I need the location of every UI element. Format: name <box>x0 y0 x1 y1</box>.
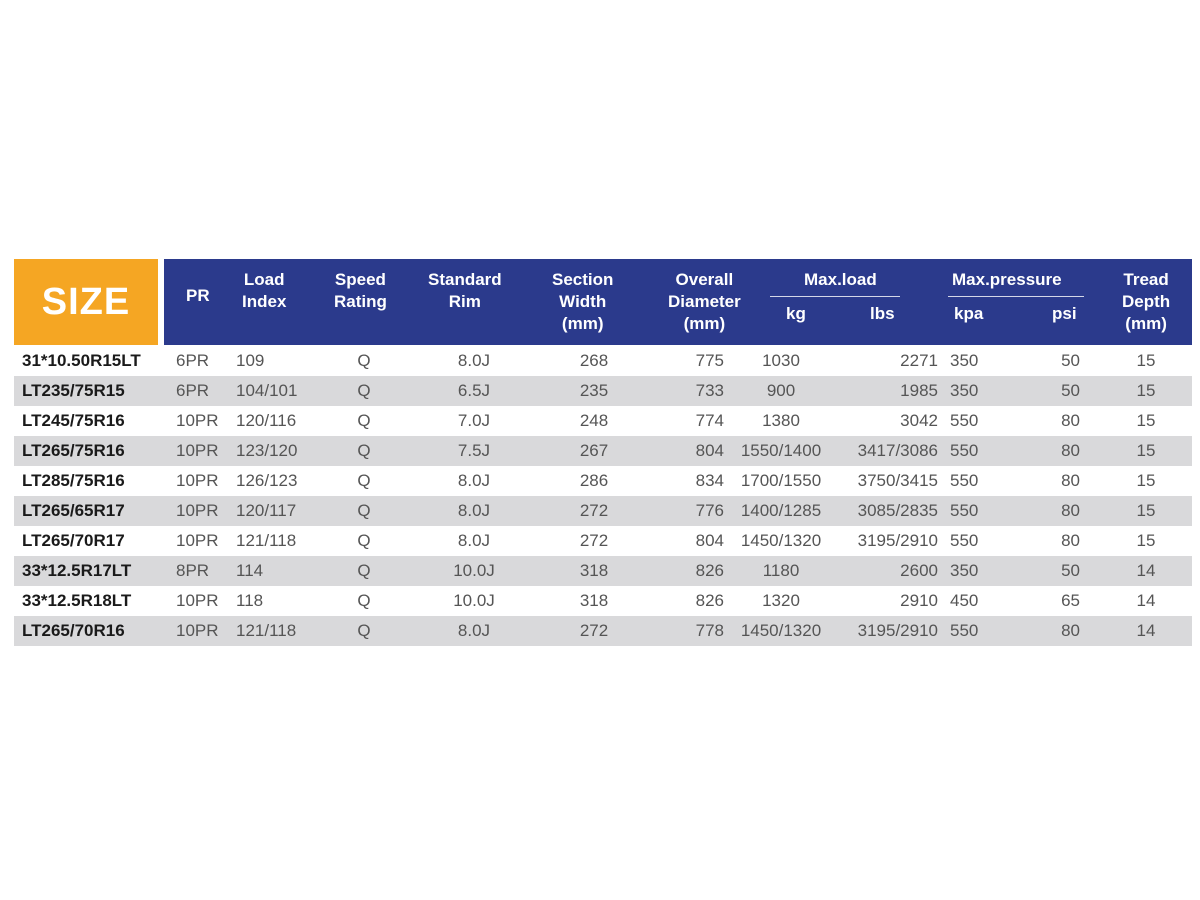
cell-standard-rim: 10.0J <box>453 561 495 580</box>
cell-size: LT265/70R17 <box>22 531 125 550</box>
cell-tread-depth: 14 <box>1136 621 1156 640</box>
header-lbs: lbs <box>870 304 895 323</box>
cell-standard-rim: 6.5J <box>457 381 491 400</box>
cell-overall-diameter: 826 <box>695 591 724 610</box>
cell-max-pressure-psi: 50 <box>1061 381 1080 400</box>
cell-section-width: 235 <box>579 381 609 400</box>
size-header-label: SIZE <box>41 280 131 323</box>
cell-standard-rim: 10.0J <box>453 591 495 610</box>
cell-max-pressure-psi: 50 <box>1061 351 1080 370</box>
cell-section-width: 272 <box>579 531 609 550</box>
cell-size: LT285/75R16 <box>22 471 125 490</box>
cell-tread-depth: 15 <box>1136 351 1156 370</box>
cell-max-pressure-psi: 80 <box>1061 441 1080 460</box>
cell-max-load-lbs: 3042 <box>900 411 938 430</box>
cell-overall-diameter: 834 <box>695 471 724 490</box>
cell-tread-depth: 15 <box>1136 471 1156 490</box>
size-header-cell <box>14 259 158 345</box>
cell-section-width: 318 <box>579 591 609 610</box>
cell-section-width: 267 <box>579 441 609 460</box>
cell-overall-diameter: 804 <box>695 441 724 460</box>
cell-load-index: 121/118 <box>236 531 297 550</box>
cell-overall-diameter: 826 <box>695 561 724 580</box>
header-pr: PR <box>186 286 210 305</box>
cell-max-load-kg: 1320 <box>762 591 800 610</box>
cell-speed-rating: Q <box>357 471 371 490</box>
header-overall-diameter <box>668 269 741 335</box>
cell-max-load-lbs: 2600 <box>900 561 938 580</box>
cell-load-index: 104/101 <box>236 381 298 400</box>
cell-tread-depth: 15 <box>1136 501 1156 520</box>
cell-section-width: 248 <box>579 411 609 430</box>
cell-max-load-lbs: 3750/3415 <box>857 471 938 490</box>
max-pressure-divider <box>948 296 1084 297</box>
cell-max-pressure-kpa: 350 <box>950 381 979 400</box>
cell-overall-diameter: 774 <box>695 411 724 430</box>
cell-pr: 6PR <box>176 381 210 400</box>
cell-size: LT265/70R16 <box>22 621 125 640</box>
header-overall-diameter-line1: Overall <box>675 270 734 289</box>
header-psi: psi <box>1052 304 1077 323</box>
cell-speed-rating: Q <box>357 501 371 520</box>
cell-load-index: 109 <box>236 351 265 370</box>
header-tread-depth <box>1122 269 1170 335</box>
cell-max-load-kg: 1180 <box>762 561 800 580</box>
cell-pr: 8PR <box>176 561 210 580</box>
cell-max-pressure-psi: 80 <box>1061 531 1080 550</box>
cell-max-pressure-kpa: 350 <box>950 351 979 370</box>
cell-load-index: 120/116 <box>236 411 297 430</box>
cell-pr: 10PR <box>176 531 219 550</box>
cell-speed-rating: Q <box>357 531 371 550</box>
cell-max-load-kg: 1400/1285 <box>740 501 822 520</box>
cell-max-load-kg: 1450/1320 <box>740 531 822 550</box>
table-header <box>14 259 1192 345</box>
header-speed-rating <box>334 269 387 313</box>
cell-max-pressure-kpa: 550 <box>950 621 979 640</box>
cell-load-index: 120/117 <box>236 501 297 520</box>
cell-max-pressure-kpa: 550 <box>950 471 979 490</box>
cell-max-pressure-kpa: 350 <box>950 561 979 580</box>
cell-tread-depth: 15 <box>1136 441 1156 460</box>
cell-load-index: 126/123 <box>236 471 298 490</box>
cell-overall-diameter: 775 <box>695 351 724 370</box>
cell-speed-rating: Q <box>357 591 371 610</box>
table-row <box>14 346 1192 376</box>
header-max-load: Max.load <box>804 270 877 289</box>
cell-load-index: 121/118 <box>236 621 297 640</box>
header-bar <box>164 259 1192 345</box>
cell-speed-rating: Q <box>357 381 371 400</box>
cell-pr: 10PR <box>176 441 219 460</box>
cell-max-load-kg: 1450/1320 <box>740 621 822 640</box>
cell-speed-rating: Q <box>357 561 371 580</box>
header-load-index <box>242 269 286 313</box>
header-overall-diameter-line3: (mm) <box>683 314 726 333</box>
cell-size: 31*10.50R15LT <box>22 351 141 370</box>
header-load-index-line2: Index <box>242 292 287 311</box>
cell-load-index: 123/120 <box>236 441 298 460</box>
cell-max-load-kg: 1700/1550 <box>740 471 822 490</box>
cell-size: 33*12.5R17LT <box>22 561 132 580</box>
header-standard-rim-line2: Rim <box>448 292 481 311</box>
cell-section-width: 268 <box>579 351 609 370</box>
table-row <box>14 406 1192 436</box>
cell-max-load-lbs: 3417/3086 <box>857 441 938 460</box>
cell-pr: 10PR <box>176 411 219 430</box>
cell-max-load-lbs: 2271 <box>900 351 938 370</box>
cell-size: 33*12.5R18LT <box>22 591 132 610</box>
cell-max-pressure-kpa: 550 <box>950 501 979 520</box>
cell-speed-rating: Q <box>357 351 371 370</box>
cell-max-pressure-psi: 80 <box>1061 471 1080 490</box>
cell-section-width: 286 <box>579 471 609 490</box>
cell-tread-depth: 15 <box>1136 531 1156 550</box>
header-load-index-line1: Load <box>243 270 285 289</box>
header-speed-rating-line2: Rating <box>334 292 387 311</box>
cell-load-index: 114 <box>236 561 264 580</box>
cell-standard-rim: 8.0J <box>457 351 491 370</box>
cell-max-load-lbs: 3195/2910 <box>857 531 938 550</box>
cell-section-width: 318 <box>579 561 609 580</box>
table-row <box>14 496 1192 526</box>
cell-speed-rating: Q <box>357 621 371 640</box>
table-row <box>14 586 1192 616</box>
cell-max-pressure-kpa: 450 <box>950 591 979 610</box>
table-row <box>14 376 1192 406</box>
cell-max-load-lbs: 1985 <box>900 381 938 400</box>
cell-size: LT265/65R17 <box>22 501 125 520</box>
cell-pr: 6PR <box>176 351 210 370</box>
header-section-width-line1: Section <box>552 270 614 289</box>
header-tread-depth-line1: Tread <box>1123 270 1169 289</box>
cell-tread-depth: 15 <box>1136 381 1156 400</box>
header-overall-diameter-line2: Diameter <box>668 292 741 311</box>
cell-pr: 10PR <box>176 591 219 610</box>
cell-overall-diameter: 776 <box>695 501 724 520</box>
table-row <box>14 466 1192 496</box>
cell-max-load-kg: 1380 <box>762 411 800 430</box>
header-section-width <box>552 269 613 335</box>
cell-max-pressure-psi: 80 <box>1061 501 1080 520</box>
cell-max-load-kg: 1550/1400 <box>740 441 822 460</box>
cell-max-pressure-kpa: 550 <box>950 441 979 460</box>
cell-max-pressure-psi: 65 <box>1061 591 1080 610</box>
cell-standard-rim: 8.0J <box>457 621 491 640</box>
cell-max-load-lbs: 2910 <box>900 591 938 610</box>
header-speed-rating-line1: Speed <box>334 270 386 289</box>
cell-speed-rating: Q <box>357 411 371 430</box>
cell-max-pressure-psi: 50 <box>1061 561 1080 580</box>
cell-max-load-kg: 1030 <box>762 351 800 370</box>
header-tread-depth-line3: (mm) <box>1125 314 1167 333</box>
header-standard-rim-line1: Standard <box>428 270 502 289</box>
cell-max-load-lbs: 3195/2910 <box>857 621 938 640</box>
cell-standard-rim: 8.0J <box>457 471 491 490</box>
header-standard-rim <box>428 269 502 313</box>
tire-spec-table <box>14 259 1192 646</box>
cell-pr: 10PR <box>176 471 219 490</box>
cell-section-width: 272 <box>579 501 609 520</box>
cell-max-pressure-psi: 80 <box>1061 411 1080 430</box>
cell-speed-rating: Q <box>357 441 371 460</box>
cell-load-index: 118 <box>236 591 264 610</box>
cell-overall-diameter: 804 <box>695 531 724 550</box>
header-kg: kg <box>786 304 806 323</box>
cell-max-pressure-psi: 80 <box>1061 621 1080 640</box>
cell-standard-rim: 7.0J <box>457 411 491 430</box>
cell-overall-diameter: 733 <box>695 381 724 400</box>
header-section-width-line3: (mm) <box>561 314 604 333</box>
cell-overall-diameter: 778 <box>695 621 724 640</box>
cell-max-pressure-kpa: 550 <box>950 411 979 430</box>
cell-size: LT235/75R15 <box>22 381 125 400</box>
table-body <box>14 346 1192 646</box>
cell-pr: 10PR <box>176 621 219 640</box>
header-kpa: kpa <box>954 304 984 323</box>
table-row <box>14 526 1192 556</box>
cell-standard-rim: 7.5J <box>457 441 491 460</box>
cell-standard-rim: 8.0J <box>457 531 491 550</box>
cell-max-load-kg: 900 <box>766 381 796 400</box>
table-row <box>14 556 1192 586</box>
cell-size: LT265/75R16 <box>22 441 125 460</box>
cell-section-width: 272 <box>579 621 609 640</box>
max-load-divider <box>770 296 900 297</box>
cell-tread-depth: 15 <box>1136 411 1156 430</box>
cell-tread-depth: 14 <box>1136 591 1156 610</box>
header-tread-depth-line2: Depth <box>1122 292 1171 311</box>
cell-pr: 10PR <box>176 501 219 520</box>
header-section-width-line2: Width <box>559 292 607 311</box>
table-row <box>14 616 1192 646</box>
cell-max-pressure-kpa: 550 <box>950 531 979 550</box>
cell-size: LT245/75R16 <box>22 411 125 430</box>
cell-standard-rim: 8.0J <box>457 501 491 520</box>
table-row <box>14 436 1192 466</box>
header-max-pressure: Max.pressure <box>952 270 1062 289</box>
cell-tread-depth: 14 <box>1136 561 1156 580</box>
cell-max-load-lbs: 3085/2835 <box>857 501 938 520</box>
